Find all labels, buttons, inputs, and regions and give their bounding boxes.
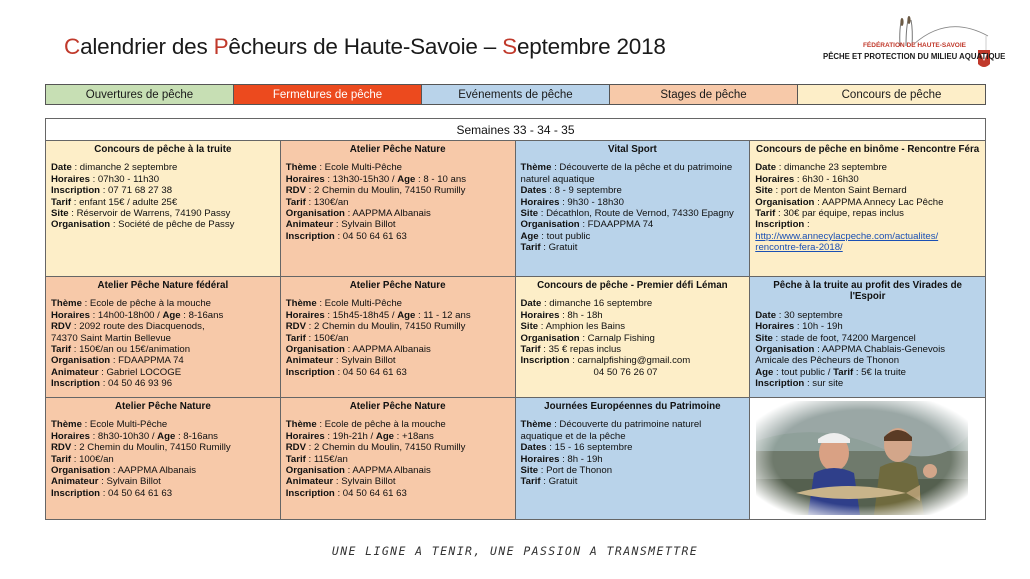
weeks-header: Semaines 33 - 34 - 35 bbox=[46, 119, 985, 141]
detail-value: : Ecole Multi-Pêche bbox=[316, 162, 403, 174]
detail-value: : 150€/an bbox=[305, 332, 349, 344]
event-detail-line bbox=[755, 333, 980, 344]
event-detail-line bbox=[51, 174, 275, 185]
detail-label: Organisation bbox=[51, 465, 111, 477]
detail-label: Organisation bbox=[520, 219, 580, 231]
event-detail-line bbox=[755, 367, 980, 378]
detail-value: : 8-16ans bbox=[180, 309, 224, 321]
event-detail-line bbox=[755, 378, 980, 389]
detail-value: : AAPPMA Albanais bbox=[110, 465, 197, 477]
detail-value: : 2 Chemin du Moulin, 74150 Rumilly bbox=[71, 442, 231, 454]
event-detail-line bbox=[521, 197, 745, 208]
detail-label: Age bbox=[520, 230, 539, 242]
event-detail-line bbox=[521, 419, 745, 430]
detail-value: : Ecole Multi-Pêche bbox=[316, 298, 403, 310]
event-title: Atelier Pêche Nature bbox=[114, 401, 211, 412]
event-detail-line bbox=[521, 162, 745, 173]
event-title: Concours de pêche à la truite bbox=[94, 144, 232, 155]
event-detail-line bbox=[755, 355, 980, 366]
detail-value: : 150€/an ou 15€/animation bbox=[71, 344, 191, 356]
event-title: Pêche à la truite au profit des Virades de l'Espoir bbox=[773, 280, 962, 303]
event-detail-line bbox=[286, 367, 510, 378]
event-cell bbox=[516, 277, 751, 397]
event-detail-line bbox=[51, 344, 275, 355]
detail-label: Tarif bbox=[51, 344, 72, 356]
event-detail-line bbox=[521, 185, 745, 196]
event-cell bbox=[281, 277, 516, 397]
detail-label: Age bbox=[157, 430, 176, 442]
detail-label: RDV bbox=[285, 321, 307, 333]
detail-label: Tarif bbox=[833, 366, 854, 378]
detail-value: : bbox=[804, 219, 810, 231]
detail-label: Tarif bbox=[285, 196, 306, 208]
detail-label: Tarif bbox=[755, 208, 776, 220]
event-detail-line bbox=[521, 355, 745, 366]
detail-value: : Ecole de pêche à la mouche bbox=[81, 298, 212, 310]
detail-value: : 6h30 - 16h30 bbox=[794, 173, 859, 185]
detail-label: Horaires bbox=[520, 196, 560, 208]
event-detail-line bbox=[755, 219, 980, 230]
event-detail-line bbox=[286, 321, 510, 332]
event-detail-line bbox=[51, 162, 275, 173]
event-detail-line bbox=[755, 162, 980, 173]
event-detail-line bbox=[521, 242, 745, 253]
detail-value: : 30€ par équipe, repas inclus bbox=[775, 208, 904, 220]
detail-label: Thème bbox=[51, 298, 82, 310]
detail-value: : 2 Chemin du Moulin, 74150 Rumilly bbox=[306, 185, 466, 197]
title-part: alendrier des bbox=[80, 34, 214, 59]
detail-label: Horaires bbox=[51, 430, 90, 442]
detail-label: Dates bbox=[520, 442, 547, 454]
detail-value: : Carnalp Fishing bbox=[579, 332, 655, 344]
detail-value: 74370 Saint Martin Bellevue bbox=[51, 332, 171, 344]
detail-value: : Amphion les Bains bbox=[538, 321, 626, 333]
detail-value: : 07 71 68 27 38 bbox=[100, 185, 173, 197]
detail-value: : dimanche 23 septembre bbox=[776, 162, 887, 174]
detail-label: Inscription bbox=[755, 219, 805, 231]
detail-label: Animateur bbox=[51, 366, 99, 378]
detail-label: Site bbox=[520, 321, 539, 333]
event-detail-line bbox=[521, 310, 745, 321]
event-detail-line bbox=[286, 162, 510, 173]
detail-label: Horaires bbox=[285, 430, 325, 442]
event-cell bbox=[516, 398, 751, 519]
detail-label: Age bbox=[162, 309, 181, 321]
detail-label: Date bbox=[51, 162, 72, 174]
detail-value: : Sylvain Billot bbox=[333, 219, 396, 231]
event-detail-line bbox=[286, 476, 510, 487]
detail-label: Organisation bbox=[520, 332, 580, 344]
event-detail-line bbox=[521, 454, 745, 465]
detail-value: : dimanche 16 septembre bbox=[541, 298, 653, 310]
event-cell bbox=[46, 277, 281, 397]
detail-value: : 04 50 64 61 63 bbox=[334, 230, 407, 242]
detail-value: : 8h - 19h bbox=[559, 453, 603, 465]
logo-federation-text: FÉDÉRATION DE HAUTE-SAVOIE bbox=[862, 42, 966, 49]
detail-label: Age bbox=[397, 309, 416, 321]
detail-label: Inscription bbox=[51, 487, 101, 499]
event-photo-cell bbox=[750, 398, 985, 519]
event-detail-line bbox=[286, 465, 510, 476]
detail-value: : 8 - 9 septembre bbox=[546, 185, 622, 197]
detail-value: : stade de foot, 74200 Margencel bbox=[772, 332, 916, 344]
event-detail-line bbox=[51, 378, 275, 389]
event-detail-line bbox=[286, 310, 510, 321]
detail-value: : 04 50 64 61 63 bbox=[334, 487, 407, 499]
event-detail-line bbox=[755, 344, 980, 355]
detail-value: : sur site bbox=[804, 378, 844, 390]
calendar-grid bbox=[45, 118, 986, 520]
detail-value: : Sylvain Billot bbox=[333, 476, 396, 488]
detail-value: : FDAAPPMA 74 bbox=[110, 355, 184, 367]
detail-value: : AAPPMA Albanais bbox=[344, 344, 431, 356]
detail-value: aquatique et de la pêche bbox=[520, 430, 626, 442]
detail-label: Tarif bbox=[285, 332, 306, 344]
event-detail-line bbox=[51, 488, 275, 499]
event-detail-line bbox=[286, 174, 510, 185]
event-detail-line bbox=[521, 367, 745, 378]
detail-value: : 130€/an bbox=[305, 196, 349, 208]
event-detail-line bbox=[51, 355, 275, 366]
detail-value: : port de Menton Saint Bernard bbox=[772, 185, 907, 197]
event-detail-line bbox=[286, 344, 510, 355]
detail-label: Horaires bbox=[755, 173, 795, 185]
detail-value: : Ecole Multi-Pêche bbox=[81, 419, 168, 431]
event-detail-line bbox=[286, 355, 510, 366]
detail-label: Horaires bbox=[285, 309, 325, 321]
detail-value: : tout public bbox=[538, 230, 591, 242]
event-detail-line bbox=[51, 465, 275, 476]
detail-value: : carnalpfishing@gmail.com bbox=[569, 355, 691, 367]
detail-label: Animateur bbox=[51, 476, 99, 488]
event-detail-line bbox=[755, 310, 980, 321]
event-title: Concours de pêche - Premier défi Léman bbox=[537, 280, 728, 291]
detail-label: Tarif bbox=[51, 453, 72, 465]
event-detail-line bbox=[51, 185, 275, 196]
event-detail-line bbox=[51, 310, 275, 321]
event-detail-line bbox=[51, 197, 275, 208]
detail-label: Age bbox=[397, 173, 416, 185]
legend-item: Ouvertures de pêche bbox=[46, 85, 234, 104]
detail-label: Horaires bbox=[520, 309, 560, 321]
event-detail-line bbox=[286, 231, 510, 242]
event-detail-line bbox=[51, 333, 275, 344]
detail-value: : Réservoir de Warrens, 74190 Passy bbox=[68, 208, 231, 220]
event-detail-line bbox=[286, 197, 510, 208]
event-detail-line bbox=[51, 476, 275, 487]
detail-value: : 15 - 16 septembre bbox=[546, 442, 633, 454]
detail-value: : 2 Chemin du Moulin, 74150 Rumilly bbox=[306, 442, 466, 454]
detail-value: : 8h - 18h bbox=[559, 309, 603, 321]
detail-value: : Gabriel LOCOGE bbox=[98, 366, 182, 378]
detail-value: : AAPPMA Albanais bbox=[344, 208, 431, 220]
event-detail-line bbox=[755, 231, 980, 242]
event-detail-line bbox=[286, 208, 510, 219]
logo-subtitle-text: PÊCHE ET PROTECTION DU MILIEU AQUATIQUE bbox=[823, 52, 1006, 61]
detail-value: : Port de Thonon bbox=[538, 465, 613, 477]
detail-value: : 2092 route des Diacquenods, bbox=[71, 321, 205, 333]
event-detail-line bbox=[521, 231, 745, 242]
detail-label: Site bbox=[520, 465, 539, 477]
detail-value: : 8 - 10 ans bbox=[415, 173, 467, 185]
detail-value: : 13h30-15h30 / bbox=[324, 173, 398, 185]
event-detail-line bbox=[51, 419, 275, 430]
event-detail-line bbox=[755, 197, 980, 208]
detail-label: RDV bbox=[51, 442, 72, 454]
detail-value: : Ecole de pêche à la mouche bbox=[316, 419, 446, 431]
detail-label: Inscription bbox=[285, 366, 335, 378]
event-detail-line bbox=[521, 431, 745, 442]
event-detail-line bbox=[51, 367, 275, 378]
event-detail-line bbox=[521, 298, 745, 309]
detail-value: : enfant 15€ / adulte 25€ bbox=[71, 196, 178, 208]
detail-label: Site bbox=[520, 208, 539, 220]
detail-label: Horaires bbox=[51, 173, 90, 185]
detail-label: Tarif bbox=[520, 344, 541, 356]
detail-value: Amicale des Pêcheurs de Thonon bbox=[755, 355, 900, 367]
event-detail-line bbox=[521, 174, 745, 185]
detail-value: : 14h00-18h00 / bbox=[89, 309, 163, 321]
event-detail-line bbox=[51, 298, 275, 309]
event-detail-line bbox=[286, 488, 510, 499]
event-link[interactable]: http://www.annecylacpeche.com/actualites/ bbox=[755, 230, 939, 242]
event-detail-line bbox=[755, 321, 980, 332]
detail-value: : 15h45-18h45 / bbox=[324, 309, 398, 321]
detail-value: : +18ans bbox=[394, 430, 434, 442]
detail-value: : 5€ la truite bbox=[853, 366, 906, 378]
detail-value: : Gratuit bbox=[540, 476, 578, 488]
detail-label: Organisation bbox=[755, 344, 815, 356]
detail-value: : dimanche 2 septembre bbox=[71, 162, 178, 174]
detail-label: Organisation bbox=[51, 219, 111, 231]
title-part: êcheurs de Haute-Savoie – bbox=[228, 34, 503, 59]
detail-label: Date bbox=[755, 162, 777, 174]
detail-label: Thème bbox=[520, 162, 552, 174]
event-detail-line bbox=[521, 208, 745, 219]
detail-label: Inscription bbox=[755, 378, 805, 390]
event-cell bbox=[281, 141, 516, 276]
event-detail-line bbox=[521, 344, 745, 355]
detail-label: Inscription bbox=[285, 487, 335, 499]
detail-value: : 07h30 - 11h30 bbox=[89, 173, 160, 185]
detail-label: Thème bbox=[285, 298, 317, 310]
event-detail-line bbox=[286, 219, 510, 230]
detail-label: Organisation bbox=[51, 355, 111, 367]
detail-label: Animateur bbox=[285, 219, 334, 231]
legend-bar bbox=[45, 84, 986, 105]
detail-label: Animateur bbox=[285, 355, 334, 367]
event-detail-line bbox=[755, 242, 980, 253]
detail-value: naturel aquatique bbox=[520, 173, 595, 185]
event-cell bbox=[46, 398, 281, 519]
detail-value: : Sylvain Billot bbox=[333, 355, 396, 367]
detail-label: Horaires bbox=[520, 453, 560, 465]
event-link[interactable]: rencontre-fera-2018/ bbox=[755, 242, 843, 254]
event-detail-line bbox=[755, 174, 980, 185]
detail-value: : 35 € repas inclus bbox=[540, 344, 622, 356]
title-part: C bbox=[64, 34, 81, 59]
detail-value: : 9h30 - 18h30 bbox=[559, 196, 624, 208]
event-detail-line bbox=[286, 185, 510, 196]
legend-item: Stages de pêche bbox=[610, 85, 798, 104]
event-detail-line bbox=[51, 454, 275, 465]
event-title: Vital Sport bbox=[607, 144, 657, 155]
detail-label: Inscription bbox=[51, 378, 101, 390]
footer-slogan: UNE LIGNE A TENIR, UNE PASSION A TRANSMETTRE bbox=[331, 544, 699, 558]
detail-label: Horaires bbox=[51, 309, 90, 321]
detail-label: Organisation bbox=[285, 344, 345, 356]
detail-label: Thème bbox=[285, 419, 317, 431]
event-detail-line bbox=[521, 465, 745, 476]
event-detail-line bbox=[755, 208, 980, 219]
event-title: Atelier Pêche Nature bbox=[349, 280, 446, 291]
federation-logo bbox=[818, 16, 1006, 74]
detail-label: Organisation bbox=[285, 465, 345, 477]
detail-label: Age bbox=[375, 430, 395, 442]
detail-label: Horaires bbox=[285, 173, 325, 185]
legend-item: Evénements de pêche bbox=[422, 85, 610, 104]
page-title bbox=[64, 34, 666, 60]
detail-label: Thème bbox=[520, 419, 552, 431]
event-detail-line bbox=[286, 419, 510, 430]
detail-label: Organisation bbox=[285, 208, 345, 220]
detail-label: Horaires bbox=[755, 321, 795, 333]
detail-label: Date bbox=[520, 298, 542, 310]
detail-label: Site bbox=[755, 332, 773, 344]
detail-value: : tout public / bbox=[773, 366, 834, 378]
detail-value: : Découverte de la pêche et du patrimoine bbox=[551, 162, 733, 174]
detail-value: : Société de pêche de Passy bbox=[110, 219, 235, 231]
event-detail-line bbox=[286, 454, 510, 465]
detail-value: : Sylvain Billot bbox=[98, 476, 161, 488]
event-cell bbox=[516, 141, 751, 276]
event-detail-line bbox=[51, 219, 275, 230]
detail-label: Dates bbox=[520, 185, 547, 197]
detail-label: Tarif bbox=[285, 453, 306, 465]
detail-value: : AAPPMA Chablais-Genevois bbox=[814, 344, 946, 356]
detail-value: : 19h-21h / bbox=[324, 430, 376, 442]
detail-value: : 04 50 46 93 96 bbox=[100, 378, 173, 390]
fishermen-photo bbox=[756, 401, 968, 515]
detail-label: Inscription bbox=[285, 230, 335, 242]
detail-label: Tarif bbox=[520, 242, 541, 254]
detail-value: : 8-16ans bbox=[175, 430, 218, 442]
detail-value: : Décathlon, Route de Vernod, 74330 Epagny bbox=[538, 208, 734, 220]
event-detail-line bbox=[521, 442, 745, 453]
detail-label: RDV bbox=[285, 442, 307, 454]
detail-label: Inscription bbox=[51, 185, 101, 197]
event-detail-line bbox=[286, 431, 510, 442]
detail-label: Thème bbox=[51, 419, 82, 431]
event-detail-line bbox=[51, 321, 275, 332]
event-detail-line bbox=[755, 185, 980, 196]
event-title: Atelier Pêche Nature bbox=[349, 144, 446, 155]
detail-label: Site bbox=[755, 185, 773, 197]
detail-label: Tarif bbox=[51, 196, 72, 208]
event-title: Atelier Pêche Nature bbox=[349, 401, 446, 412]
detail-value: : 04 50 64 61 63 bbox=[100, 487, 173, 499]
event-cell bbox=[281, 398, 516, 519]
detail-label: Site bbox=[51, 208, 69, 220]
detail-label: RDV bbox=[285, 185, 307, 197]
detail-value: : 2 Chemin du Moulin, 74150 Rumilly bbox=[306, 321, 466, 333]
detail-label: Inscription bbox=[520, 355, 570, 367]
detail-value: : 10h - 19h bbox=[794, 321, 843, 333]
detail-value: : 115€/an bbox=[305, 453, 348, 465]
event-detail-line bbox=[521, 321, 745, 332]
title-part: eptembre 2018 bbox=[516, 34, 666, 59]
calendar-row bbox=[46, 277, 985, 398]
title-part: S bbox=[502, 34, 517, 59]
detail-value: : AAPPMA Albanais bbox=[344, 465, 431, 477]
event-detail-line bbox=[51, 208, 275, 219]
detail-value: : 11 - 12 ans bbox=[415, 309, 471, 321]
event-cell bbox=[46, 141, 281, 276]
detail-label: Age bbox=[755, 366, 774, 378]
calendar-row bbox=[46, 141, 985, 277]
detail-value: : 8h30-10h30 / bbox=[89, 430, 158, 442]
detail-label: Organisation bbox=[755, 196, 815, 208]
event-title: Atelier Pêche Nature fédéral bbox=[97, 280, 229, 291]
event-detail-line bbox=[521, 476, 745, 487]
detail-value: : Gratuit bbox=[540, 242, 578, 254]
event-detail-line bbox=[286, 298, 510, 309]
detail-label: RDV bbox=[51, 321, 72, 333]
detail-value: : 04 50 64 61 63 bbox=[334, 366, 407, 378]
event-detail-line bbox=[51, 431, 275, 442]
detail-value: : 30 septembre bbox=[776, 309, 843, 321]
detail-value: : Découverte du patrimoine naturel bbox=[551, 419, 702, 431]
detail-value: : AAPPMA Annecy Lac Pêche bbox=[814, 196, 944, 208]
legend-item: Fermetures de pêche bbox=[234, 85, 422, 104]
event-detail-line bbox=[286, 442, 510, 453]
detail-label: Animateur bbox=[285, 476, 334, 488]
calendar-row bbox=[46, 398, 985, 519]
event-cell bbox=[750, 277, 985, 397]
legend-item: Concours de pêche bbox=[798, 85, 985, 104]
detail-value: : FDAAPPMA 74 bbox=[579, 219, 654, 231]
event-cell bbox=[750, 141, 985, 276]
detail-label: Tarif bbox=[520, 476, 541, 488]
event-title: Journées Européennes du Patrimoine bbox=[544, 401, 721, 412]
event-detail-line bbox=[521, 219, 745, 230]
event-detail-line bbox=[51, 442, 275, 453]
detail-value: : 100€/an bbox=[71, 453, 114, 465]
detail-value: 04 50 76 26 07 bbox=[593, 366, 658, 378]
detail-label: Date bbox=[755, 309, 777, 321]
event-title: Concours de pêche en binôme - Rencontre Féra bbox=[756, 144, 980, 155]
event-detail-line bbox=[286, 333, 510, 344]
detail-label: Thème bbox=[285, 162, 317, 174]
event-detail-line bbox=[521, 333, 745, 344]
title-part: P bbox=[213, 34, 229, 59]
